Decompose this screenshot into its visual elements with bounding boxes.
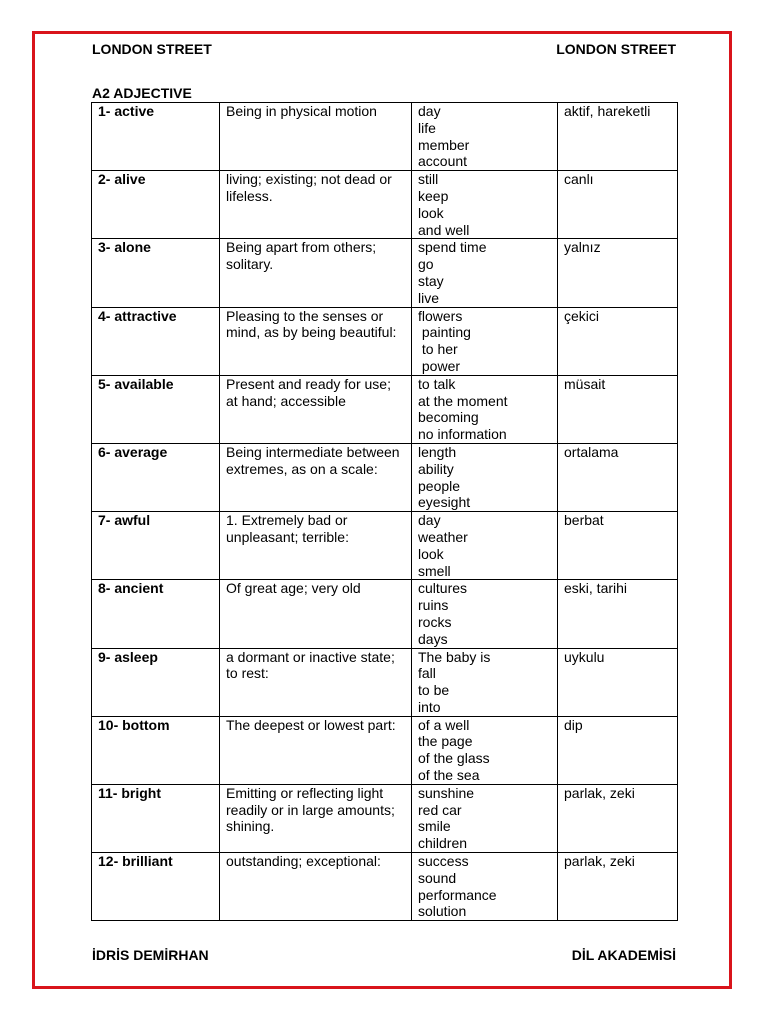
word-cell: 3- alone — [92, 239, 220, 307]
collocation-item: red car — [418, 801, 462, 818]
collocation-item: go — [418, 256, 434, 273]
collocation-item: life — [418, 119, 436, 136]
collocation-item: children — [418, 835, 468, 852]
collocation-item: of a well — [418, 716, 470, 733]
table-row — [92, 648, 678, 716]
header-left-text: LONDON STREET — [92, 41, 212, 57]
collocation-item: The baby is — [418, 648, 491, 665]
table-row — [92, 239, 678, 307]
collocation-item: spend time — [418, 239, 487, 256]
collocations-cell — [412, 103, 558, 171]
table-row — [92, 853, 678, 921]
definition-cell: Of great age; very old — [220, 580, 412, 648]
translation-cell: ortalama — [558, 443, 678, 511]
collocation-item: eyesight — [418, 494, 471, 511]
definition-cell: living; existing; not dead or lifeless. — [220, 171, 412, 239]
footer-author: İDRİS DEMİRHAN — [92, 947, 209, 963]
vocabulary-table — [91, 102, 678, 921]
collocation-item: stay — [418, 272, 444, 289]
section-title: A2 ADJECTIVE — [92, 85, 192, 101]
table-row — [92, 580, 678, 648]
definition-cell: Emitting or reflecting light readily or in large amounts; shining. — [220, 784, 412, 852]
word-cell: 7- awful — [92, 512, 220, 580]
collocation-item: ability — [418, 460, 454, 477]
table-row — [92, 103, 678, 171]
collocation-item: account — [418, 153, 468, 170]
table-row — [92, 716, 678, 784]
collocation-item: into — [418, 698, 441, 715]
table-row — [92, 784, 678, 852]
collocation-item: rocks — [418, 613, 452, 630]
translation-cell: berbat — [558, 512, 678, 580]
collocation-item: sunshine — [418, 784, 475, 801]
word-cell: 1- active — [92, 103, 220, 171]
word-cell: 11- bright — [92, 784, 220, 852]
vocabulary-table-body — [92, 103, 678, 921]
table-row — [92, 171, 678, 239]
translation-cell: parlak, zeki — [558, 853, 678, 921]
definition-cell: 1. Extremely bad or unpleasant; terrible: — [220, 512, 412, 580]
definition-cell: Present and ready for use; at hand; accessible — [220, 375, 412, 443]
definition-cell: Being apart from others; solitary. — [220, 239, 412, 307]
collocations-cell — [412, 784, 558, 852]
collocations-cell — [412, 375, 558, 443]
header-right-text: LONDON STREET — [556, 41, 676, 57]
word-cell: 6- average — [92, 443, 220, 511]
collocations-cell — [412, 512, 558, 580]
collocation-item: flowers — [418, 307, 463, 324]
collocation-item: still — [418, 171, 439, 188]
collocation-item: of the glass — [418, 750, 490, 767]
collocation-item: of the sea — [418, 767, 480, 784]
collocation-item: no information — [418, 426, 507, 443]
collocation-item: painting — [418, 324, 471, 341]
collocation-item: day — [418, 103, 441, 119]
collocation-item: smile — [418, 818, 451, 835]
footer-academy: DİL AKADEMİSİ — [571, 947, 676, 963]
collocation-item: weather — [418, 528, 468, 545]
collocation-item: power — [418, 357, 461, 374]
collocation-item: to her — [418, 341, 458, 358]
collocation-item: days — [418, 630, 448, 647]
table-row — [92, 375, 678, 443]
collocation-item: to talk — [418, 375, 456, 392]
page-footer — [92, 947, 676, 964]
collocation-item: member — [418, 136, 470, 153]
word-cell: 10- bottom — [92, 716, 220, 784]
collocations-cell — [412, 443, 558, 511]
collocation-item: sound — [418, 869, 457, 886]
translation-cell: müsait — [558, 375, 678, 443]
collocation-item: day — [418, 512, 441, 529]
translation-cell: eski, tarihi — [558, 580, 678, 648]
definition-cell: Being intermediate between extremes, as on a scale: — [220, 443, 412, 511]
collocation-item: becoming — [418, 409, 479, 426]
translation-cell: uykulu — [558, 648, 678, 716]
collocation-item: fall — [418, 665, 436, 682]
word-cell: 5- available — [92, 375, 220, 443]
word-cell: 2- alive — [92, 171, 220, 239]
definition-cell: The deepest or lowest part: — [220, 716, 412, 784]
definition-cell: Being in physical motion — [220, 103, 412, 171]
collocation-item: success — [418, 853, 469, 870]
collocation-item: ruins — [418, 597, 449, 614]
page-header — [92, 41, 676, 58]
collocations-cell — [412, 307, 558, 375]
collocations-cell — [412, 648, 558, 716]
definition-cell: a dormant or inactive state; to rest: — [220, 648, 412, 716]
collocation-item: live — [418, 289, 440, 306]
word-cell: 12- brilliant — [92, 853, 220, 921]
word-cell: 4- attractive — [92, 307, 220, 375]
collocation-item: keep — [418, 187, 449, 204]
collocation-item: the page — [418, 733, 473, 750]
collocations-cell — [412, 239, 558, 307]
table-row — [92, 443, 678, 511]
word-cell: 9- asleep — [92, 648, 220, 716]
collocations-cell — [412, 580, 558, 648]
collocation-item: cultures — [418, 580, 468, 597]
collocation-item: length — [418, 443, 457, 460]
translation-cell: canlı — [558, 171, 678, 239]
translation-cell: aktif, hareketli — [558, 103, 678, 171]
definition-cell: outstanding; exceptional: — [220, 853, 412, 921]
collocation-item: and well — [418, 221, 470, 238]
collocation-item: look — [418, 204, 444, 221]
collocation-item: look — [418, 545, 444, 562]
translation-cell: çekici — [558, 307, 678, 375]
collocation-item: to be — [418, 682, 450, 699]
definition-cell: Pleasing to the senses or mind, as by being beautiful: — [220, 307, 412, 375]
collocation-item: smell — [418, 562, 451, 579]
translation-cell: parlak, zeki — [558, 784, 678, 852]
table-row — [92, 512, 678, 580]
collocation-item: solution — [418, 903, 467, 920]
collocations-cell — [412, 171, 558, 239]
table-row — [92, 307, 678, 375]
collocations-cell — [412, 716, 558, 784]
collocations-cell — [412, 853, 558, 921]
translation-cell: dip — [558, 716, 678, 784]
word-cell: 8- ancient — [92, 580, 220, 648]
collocation-item: performance — [418, 886, 497, 903]
collocation-item: people — [418, 477, 461, 494]
collocation-item: at the moment — [418, 392, 508, 409]
translation-cell: yalnız — [558, 239, 678, 307]
